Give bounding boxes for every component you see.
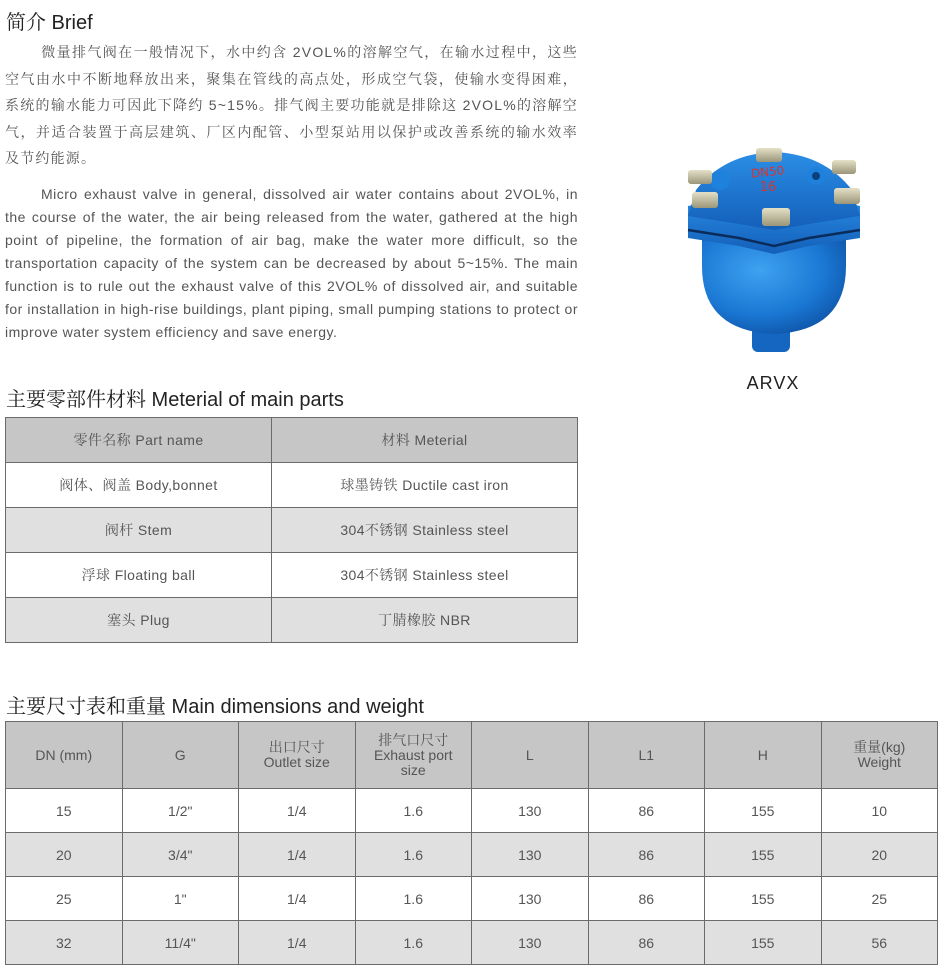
materials-header-material: 材料 Meterial xyxy=(272,418,578,463)
h-cell: 155 xyxy=(705,833,822,877)
port-hole xyxy=(812,172,820,180)
table-row xyxy=(6,463,578,508)
brief-english-text: Micro exhaust valve in general, dissolved air water contains about 2VOL%, in the course of the water, the air being released from the water, gathered at the high point of pipeline, the formation of air bag, make the water more difficult, so the transportation capacity of the system can be decreased by about 5~15%. The main function is to rule out the exhaust valve of this 2VOL% of dissolved air, and suitable for installation in high-rise buildings, plant piping, small pumping stations to protect or improve water system efficiency and save energy. xyxy=(5,186,578,340)
exhaust-port-cell: 1.6 xyxy=(355,921,472,965)
brief-chinese-text: 微量排气阀在一般情况下，水中约含 2VOL%的溶解空气，在输水过程中，这些空气由水中不断地释放出来，聚集在管线的高点处，形成空气袋，使输水变得困难，系统的输水能力可因此下降约 5~15%。排气阀主要功能就是排除这 2VOL%的溶解空气，并适合装置于高层建筑、厂区内配管、小型泵站用以保护或改善系统的输水效率及节约能源。 xyxy=(5,44,578,166)
header-l-label: L xyxy=(525,746,534,763)
weight-cell: 25 xyxy=(821,877,938,921)
header-exhaust-en-1: Exhaust port xyxy=(373,746,453,763)
g-cell: 1/2" xyxy=(122,789,239,833)
header-outlet-size-zh: 出口尺寸 xyxy=(268,739,325,755)
dn-cell: 20 xyxy=(6,833,123,877)
bolt-icon xyxy=(692,192,718,208)
part-name-cell: 塞头 Plug xyxy=(6,598,272,643)
header-h xyxy=(705,722,822,789)
part-name-cell: 浮球 Floating ball xyxy=(6,553,272,598)
l1-cell: 86 xyxy=(588,833,705,877)
header-g xyxy=(122,722,239,789)
outlet-size-cell: 1/4 xyxy=(239,789,356,833)
g-cell: 3/4" xyxy=(122,833,239,877)
table-row xyxy=(6,553,578,598)
weight-cell: 56 xyxy=(821,921,938,965)
header-exhaust-port-size xyxy=(355,722,472,789)
product-model-caption: ARVX xyxy=(746,373,800,393)
brief-english-paragraph xyxy=(5,183,578,344)
header-dn xyxy=(6,722,123,789)
table-row xyxy=(6,598,578,643)
weight-cell: 20 xyxy=(821,833,938,877)
weight-cell: 10 xyxy=(821,789,938,833)
dimensions-header-row xyxy=(6,722,938,789)
g-cell: 1" xyxy=(122,877,239,921)
bolt-icon xyxy=(832,160,856,174)
material-cell: 球墨铸铁 Ductile cast iron xyxy=(272,463,578,508)
header-h-label: H xyxy=(757,746,768,763)
g-cell: 11/4" xyxy=(122,921,239,965)
header-exhaust-en-2: size xyxy=(400,761,426,778)
header-weight-zh: 重量(kg) xyxy=(853,739,906,755)
dn-cell: 25 xyxy=(6,877,123,921)
header-l xyxy=(472,722,589,789)
dn-cell: 15 xyxy=(6,789,123,833)
l-cell: 130 xyxy=(472,921,589,965)
cast-marking-pressure: 16 xyxy=(759,180,777,195)
bolt-icon xyxy=(762,208,790,226)
table-row xyxy=(6,789,938,833)
h-cell: 155 xyxy=(705,877,822,921)
table-row xyxy=(6,833,938,877)
outlet-size-cell: 1/4 xyxy=(239,921,356,965)
l1-cell: 86 xyxy=(588,921,705,965)
l1-cell: 86 xyxy=(588,789,705,833)
product-image xyxy=(684,146,864,362)
materials-header-row xyxy=(6,418,578,463)
outlet-size-cell: 1/4 xyxy=(239,877,356,921)
exhaust-port-cell: 1.6 xyxy=(355,833,472,877)
port-boss-left xyxy=(710,170,730,190)
brief-chinese-paragraph xyxy=(5,39,578,172)
table-row xyxy=(6,921,938,965)
material-cell: 304不锈钢 Stainless steel xyxy=(272,553,578,598)
l-cell: 130 xyxy=(472,877,589,921)
air-valve-illustration xyxy=(684,146,864,362)
header-l1-label: L1 xyxy=(638,746,655,763)
part-name-cell: 阀体、阀盖 Body,bonnet xyxy=(6,463,272,508)
l-cell: 130 xyxy=(472,789,589,833)
header-dn-label: DN (mm) xyxy=(35,746,93,763)
header-exhaust-zh: 排气口尺寸 xyxy=(378,731,449,748)
dn-cell: 32 xyxy=(6,921,123,965)
bolt-icon xyxy=(756,148,782,162)
header-l1 xyxy=(588,722,705,789)
h-cell: 155 xyxy=(705,789,822,833)
part-name-cell: 阀杆 Stem xyxy=(6,508,272,553)
table-row xyxy=(6,508,578,553)
outlet-size-cell: 1/4 xyxy=(239,833,356,877)
header-outlet-size xyxy=(239,722,356,789)
material-cell: 304不锈钢 Stainless steel xyxy=(272,508,578,553)
brief-heading: 简介 Brief xyxy=(6,12,93,34)
materials-table xyxy=(5,417,578,643)
cast-marking-top: DN50 xyxy=(750,163,785,181)
bolt-icon xyxy=(834,188,860,204)
header-weight-en: Weight xyxy=(857,754,901,770)
exhaust-port-cell: 1.6 xyxy=(355,789,472,833)
l1-cell: 86 xyxy=(588,877,705,921)
header-g-label: G xyxy=(174,746,186,763)
h-cell: 155 xyxy=(705,921,822,965)
materials-heading: 主要零部件材料 Meterial of main parts xyxy=(6,389,344,411)
header-weight xyxy=(821,722,938,789)
bolt-icon xyxy=(688,170,712,184)
l-cell: 130 xyxy=(472,833,589,877)
exhaust-port-cell: 1.6 xyxy=(355,877,472,921)
material-cell: 丁腈橡胶 NBR xyxy=(272,598,578,643)
materials-header-part-name: 零件名称 Part name xyxy=(6,418,272,463)
dimensions-heading: 主要尺寸表和重量 Main dimensions and weight xyxy=(6,696,424,718)
dimensions-table xyxy=(5,721,938,965)
header-outlet-size-en: Outlet size xyxy=(263,754,330,770)
table-row xyxy=(6,877,938,921)
